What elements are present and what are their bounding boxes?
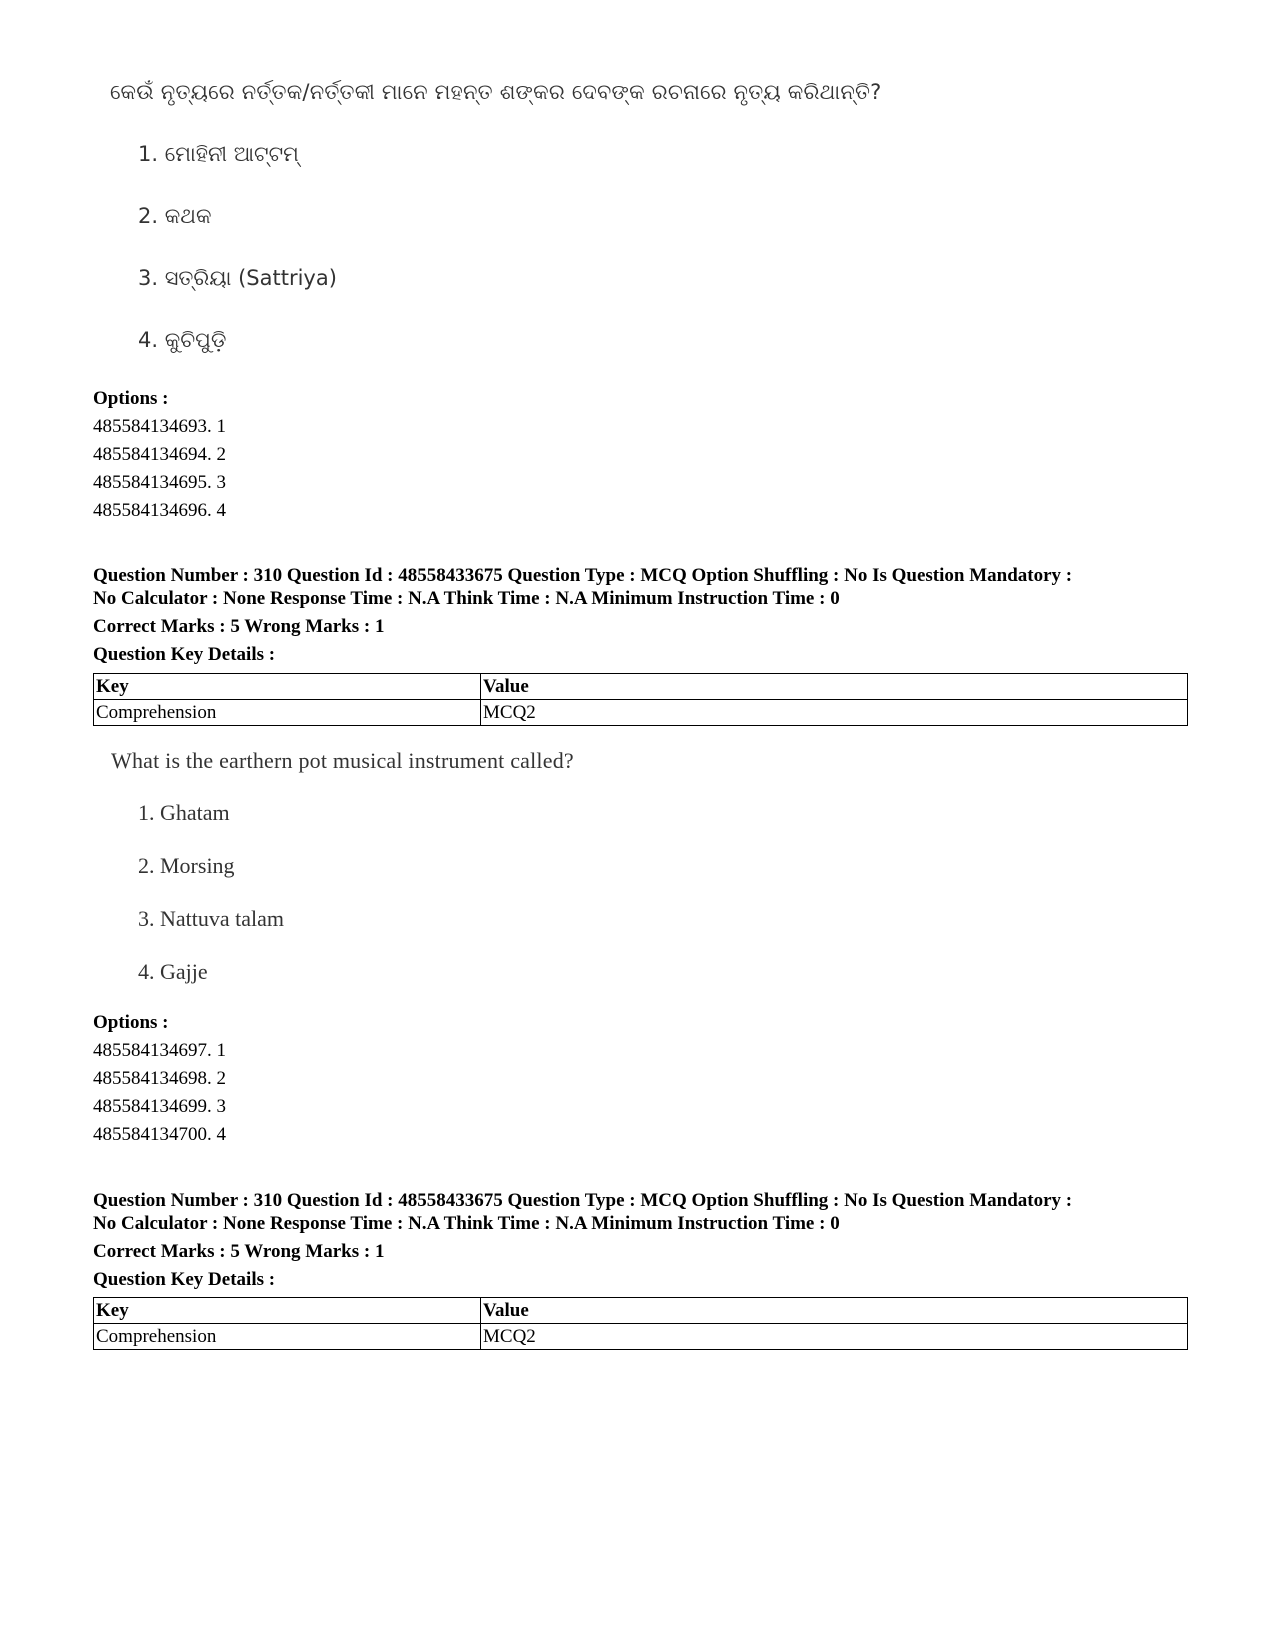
key-details-label: Question Key Details :: [93, 644, 276, 665]
option-line: 485584134694. 2: [93, 444, 226, 465]
option-line: 485584134700. 4: [93, 1124, 226, 1145]
question-stem: କେଉଁ ନୃତ୍ୟରେ ନର୍ତ୍ତକ/ନର୍ତ୍ତକୀ ମାନେ ମହନ୍ତ ଶଙ୍କର ଦେବଙ୍କ ରଚନାରେ ନୃତ୍ୟ କରିଥାନ୍ତି?: [110, 80, 882, 104]
options-label: Options :: [93, 388, 169, 409]
table-header-row: [94, 674, 1188, 700]
marks-line: Correct Marks : 5 Wrong Marks : 1: [93, 616, 385, 637]
question-choice: 1. ମୋହିନୀ ଆଟ୍ଟମ୍: [138, 142, 299, 166]
option-line: 485584134698. 2: [93, 1068, 226, 1089]
table-cell-key: Comprehension: [94, 700, 481, 726]
question-meta: [93, 1189, 1193, 1235]
table-cell-key: Comprehension: [94, 1324, 481, 1350]
question-image: [111, 748, 811, 988]
option-line: 485584134696. 4: [93, 500, 226, 521]
question-meta-line2: No Calculator : None Response Time : N.A Think Time : N.A Minimum Instruction Time : 0: [93, 1213, 840, 1234]
option-line: 485584134697. 1: [93, 1040, 226, 1061]
options-label: Options :: [93, 1012, 169, 1033]
table-cell-value: MCQ2: [481, 700, 1188, 726]
key-details-label: Question Key Details :: [93, 1269, 276, 1290]
question-meta-line1: Question Number : 310 Question Id : 48558433675 Question Type : MCQ Option Shuffling : No Is Question Mandatory :: [93, 1190, 1073, 1211]
question-choice: 3. Nattuva talam: [138, 906, 285, 931]
question-choice: 4. Gajje: [138, 959, 208, 984]
question-choice: 1. Ghatam: [138, 800, 230, 825]
question-meta: [93, 564, 1193, 610]
option-line: 485584134699. 3: [93, 1096, 226, 1117]
table-header-value: Value: [481, 1298, 1188, 1324]
marks-line: Correct Marks : 5 Wrong Marks : 1: [93, 1241, 385, 1262]
question-meta-line2: No Calculator : None Response Time : N.A Think Time : N.A Minimum Instruction Time : 0: [93, 588, 840, 609]
table-header-key: Key: [94, 1298, 481, 1324]
option-line: 485584134693. 1: [93, 416, 226, 437]
option-line: 485584134695. 3: [93, 472, 226, 493]
table-header-row: [94, 1298, 1188, 1324]
question-image: [110, 80, 882, 370]
question-stem: What is the earthern pot musical instrument called?: [111, 748, 574, 773]
table-row: [94, 1324, 1188, 1350]
question-choice: 2. Morsing: [138, 853, 235, 878]
question-meta-line1: Question Number : 310 Question Id : 48558433675 Question Type : MCQ Option Shuffling : No Is Question Mandatory :: [93, 565, 1073, 586]
question-choice: 3. ସତ୍ରିୟା (Sattriya): [138, 266, 337, 290]
key-details-table: [93, 1297, 1188, 1350]
question-choice: 2. କଥକ: [138, 204, 212, 228]
table-header-key: Key: [94, 674, 481, 700]
table-header-value: Value: [481, 674, 1188, 700]
question-choice: 4. କୁଚିପୁଡ଼ି: [138, 328, 227, 352]
table-row: [94, 700, 1188, 726]
key-details-table: [93, 673, 1188, 726]
table-cell-value: MCQ2: [481, 1324, 1188, 1350]
